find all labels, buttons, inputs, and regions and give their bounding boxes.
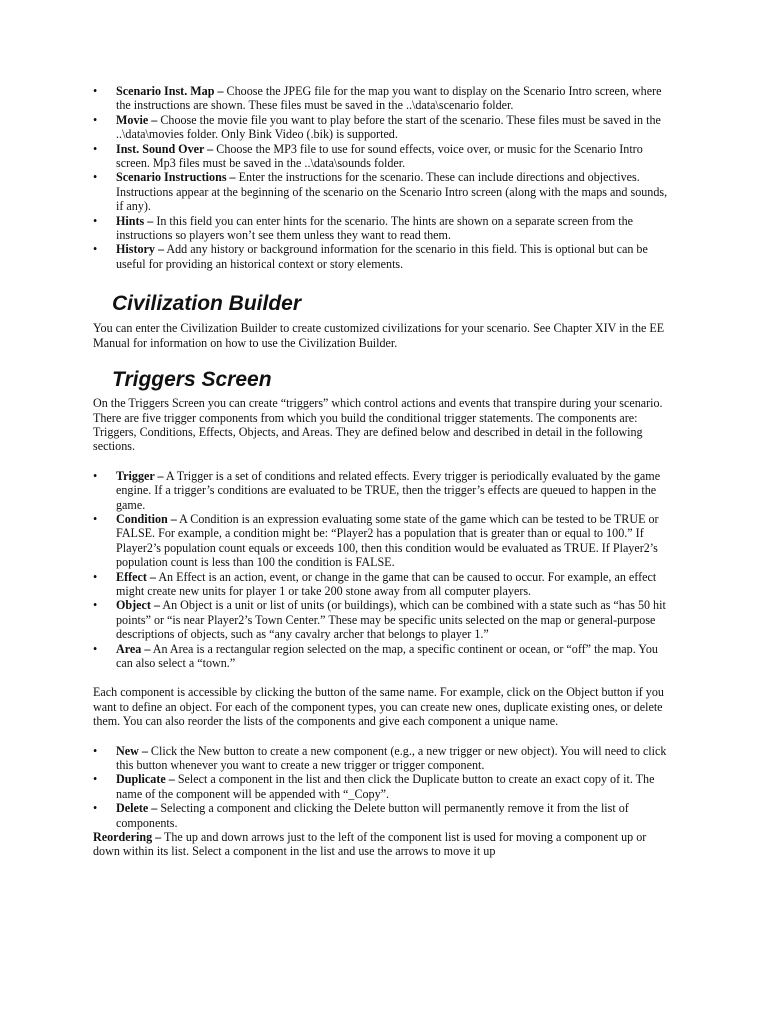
item-term: Trigger – — [116, 468, 164, 483]
item-term: Condition – — [116, 511, 177, 526]
bullet-icon: • — [93, 598, 98, 613]
reordering-paragraph — [93, 830, 673, 859]
item-text: An Area is a rectangular region selected on the map, a specific continent or ocean, or “off” the map. You can also select a “town.” — [116, 641, 658, 670]
list-item — [93, 170, 673, 213]
list-item — [93, 242, 673, 271]
bullet-icon: • — [93, 801, 98, 816]
list-item — [93, 512, 673, 570]
item-term: Delete – — [116, 801, 158, 816]
spacer — [93, 729, 673, 744]
bullet-icon: • — [93, 641, 98, 656]
bullet-icon: • — [93, 213, 98, 228]
civ-builder-paragraph: You can enter the Civilization Builder to create customized civilizations for your scenario. See Chapter XIV in the EE Manual for information on how to use the Civilization Builder. — [93, 321, 665, 350]
item-term: Area – — [116, 641, 151, 656]
item-text: Enter the instructions for the scenario. These can include directions and objectives. Instructions appear at the beginning of the scenario on the Scenario Intro screen (along with the maps and sounds, if any). — [116, 170, 668, 214]
bullet-icon: • — [93, 743, 98, 758]
item-term: Duplicate – — [116, 772, 175, 787]
item-term: Scenario Inst. Map – — [116, 84, 224, 98]
list-item — [93, 772, 673, 801]
item-term: New – — [116, 743, 148, 758]
bullet-icon: • — [93, 511, 98, 526]
reordering-term: Reordering – — [93, 830, 162, 845]
triggers-intro-paragraph: On the Triggers Screen you can create “triggers” which control actions and events that transpire during your scenario. There are five trigger components from which you build the conditional trigger statements. The components are: Triggers, Conditions, Effects, Objects, and Areas. They are defined below and described in detail in the following sections. — [93, 396, 663, 454]
item-text: A Condition is an expression evaluating some state of the game which can be tested to be TRUE or FALSE. For example, a condition might be: “Player2 has a population that is greater than or equal to 100.” If Player2’s population count equals or exceeds 100, then this condition would be evaluated as TRUE. If Player2’s population count is less than 100 the condition is FALSE. — [116, 511, 659, 570]
spacer — [93, 454, 673, 469]
list-item — [93, 214, 673, 243]
trigger-components-list — [93, 469, 673, 671]
item-term: History – — [116, 242, 165, 257]
item-text: Select a component in the list and then click the Duplicate button to create an exact copy of it. The name of the component will be appended with “_Copy”. — [116, 772, 655, 801]
section-heading-civilization-builder: Civilization Builder — [112, 292, 302, 316]
item-text: An Object is a unit or list of units (or buildings), which can be combined with a state such as “has 50 hit points” or “is near Player2’s Town Center.” These may be specific units selected on the map or general-purpose descriptions of objects, such as “any cavalry archer that belongs to player 1.” — [116, 598, 666, 642]
item-text: Choose the JPEG file for the map you want to display on the Scenario Intro screen, where the instructions are shown. These files must be saved in the ..\data\scenario folder. — [116, 84, 662, 113]
item-text: A Trigger is a set of conditions and related effects. Every trigger is periodically evaluated by the game engine. If a trigger’s conditions are evaluated to be TRUE, then the trigger’s effects are queued to happen in the game. — [116, 468, 661, 512]
item-term: Inst. Sound Over – — [116, 141, 214, 156]
list-item — [93, 570, 673, 599]
item-term: Movie – — [116, 112, 158, 127]
item-text: Selecting a component and clicking the Delete button will permanently remove it from the list of components. — [116, 801, 629, 830]
list-item — [93, 598, 673, 641]
item-term: Effect – — [116, 569, 156, 584]
list-item — [93, 642, 673, 671]
bullet-icon: • — [93, 84, 98, 98]
bullet-icon: • — [93, 569, 98, 584]
list-item — [93, 84, 673, 113]
reordering-text: The up and down arrows just to the left of the component list is used for moving a component up or down within its list. Select a component in the list and use the arrows to move it up — [93, 830, 647, 859]
bullet-icon: • — [93, 141, 98, 156]
list-item — [93, 142, 673, 171]
bullet-icon: • — [93, 468, 98, 483]
bullet-icon: • — [93, 772, 98, 787]
spacer — [93, 670, 673, 685]
bullet-icon: • — [93, 170, 98, 185]
item-text: Click the New button to create a new component (e.g., a new trigger or new object). You will need to click this button whenever you want to create a new trigger or trigger component. — [116, 743, 667, 773]
item-text: In this field you can enter hints for the scenario. The hints are shown on a separate screen from the instructions so players won’t see them unless they want to read them. — [116, 213, 633, 243]
list-item — [93, 113, 673, 142]
item-text: Add any history or background information for the scenario in this field. This is optional but can be useful for providing an historical context or story elements. — [116, 242, 648, 271]
item-text: Choose the MP3 file to use for sound effects, voice over, or music for the Scenario Intro screen. Mp3 files must be saved in the ..\data\sounds folder. — [116, 141, 643, 171]
list-item — [93, 744, 673, 773]
item-text: An Effect is an action, event, or change in the game that can be caused to occur. For example, an effect might create new units for player 1 or take 200 stone away from all computer players. — [116, 569, 657, 598]
scenario-settings-list — [93, 84, 673, 271]
item-text: Choose the movie file you want to play before the start of the scenario. These files must be saved in the ..\data\movies folder. Only Bink Video (.bik) is supported. — [116, 112, 661, 142]
bullet-icon: • — [93, 112, 98, 127]
section-heading-triggers-screen: Triggers Screen — [112, 368, 272, 392]
list-item — [93, 469, 673, 512]
page-content — [93, 84, 673, 859]
list-item — [93, 801, 673, 830]
bullet-icon: • — [93, 242, 98, 257]
item-term: Object – — [116, 598, 160, 613]
component-access-paragraph: Each component is accessible by clicking the button of the same name. For example, click on the Object button if you want to define an object. For each of the component types, you can create new ones, duplicate existing ones, or delete them. You can also reorder the lists of the components and give each component a unique name. — [93, 685, 664, 729]
item-term: Hints – — [116, 213, 154, 228]
component-actions-list — [93, 744, 673, 830]
item-term: Scenario Instructions – — [116, 170, 236, 185]
